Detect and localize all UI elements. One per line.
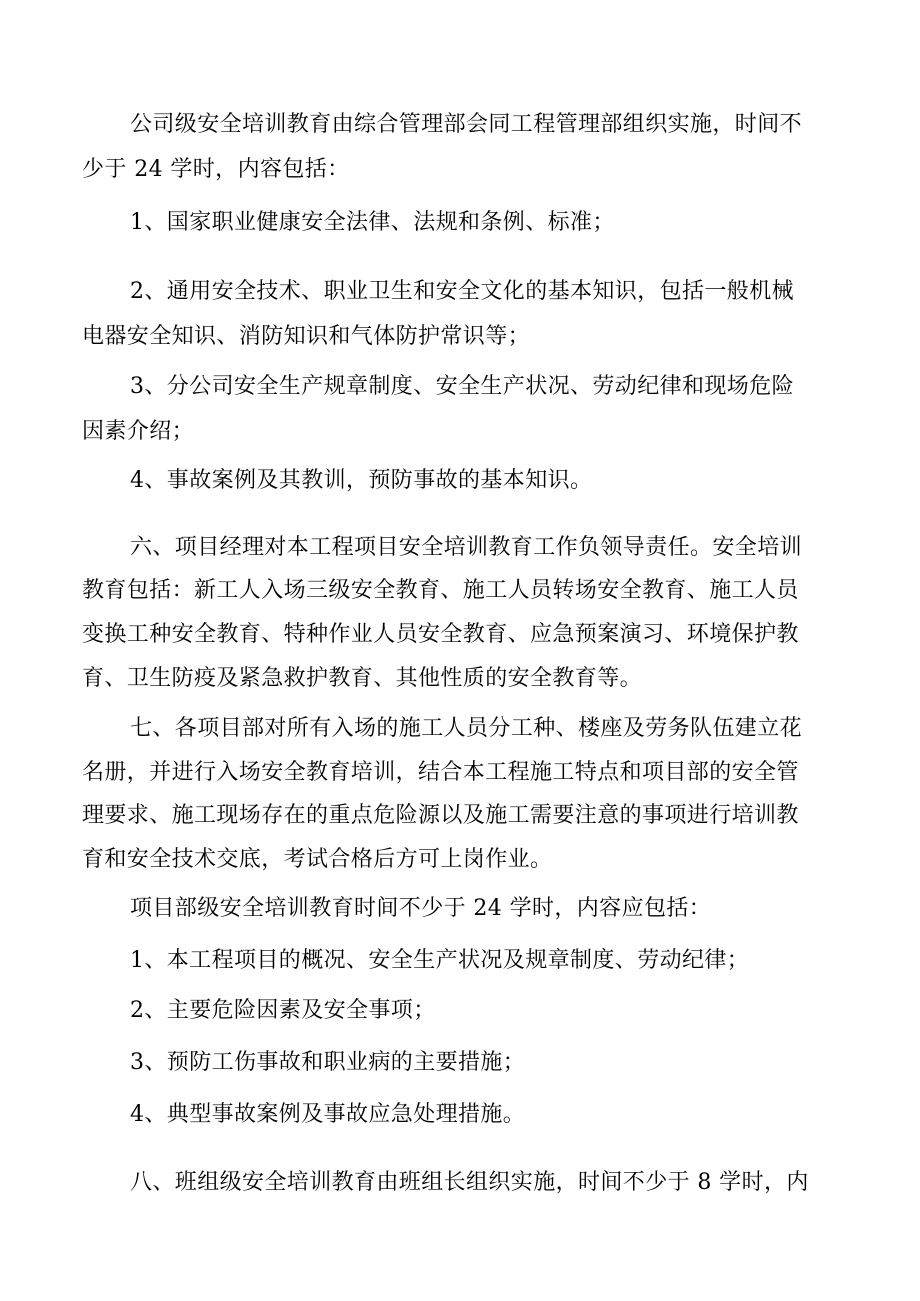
paragraph-7-line-4: 育和安全技术交底，考试合格后方可上岗作业。	[82, 847, 553, 872]
paragraph-7-line-1: 七、各项目部对所有入场的施工人员分工种、楼座及劳务队伍建立花	[130, 716, 803, 741]
paragraph-6-line-3: 变换工种安全教育、特种作业人员安全教育、应急预案演习、环境保护教	[82, 622, 799, 647]
paragraph-3-line-2: 电器安全知识、消防知识和气体防护常识等；	[82, 324, 531, 349]
paragraph-8-line-1: 项目部级安全培训教育时间不少于 24 学时，内容应包括：	[130, 896, 712, 921]
paragraph-3-line-1: 2、通用安全技术、职业卫生和安全文化的基本知识，包括一般机械	[130, 279, 794, 304]
paragraph-10-line-1: 2、主要危险因素及安全事项；	[130, 998, 436, 1023]
paragraph-6-line-2: 教育包括：新工人入场三级安全教育、施工人员转场安全教育、施工人员	[82, 578, 799, 603]
paragraph-11-line-1: 3、预防工伤事故和职业病的主要措施；	[130, 1050, 526, 1075]
paragraph-6-line-4: 育、卫生防疫及紧急救护教育、其他性质的安全教育等。	[82, 666, 643, 691]
paragraph-4-line-2: 因素介绍；	[82, 419, 195, 444]
paragraph-9-line-1: 1、本工程项目的概况、安全生产状况及规章制度、劳动纪律；	[130, 948, 750, 973]
paragraph-2-line-1: 1、国家职业健康安全法律、法规和条例、标准；	[130, 210, 615, 235]
paragraph-4-line-1: 3、分公司安全生产规章制度、安全生产状况、劳动纪律和现场危险	[130, 374, 794, 399]
paragraph-1-line-1: 公司级安全培训教育由综合管理部会同工程管理部组织实施，时间不	[130, 112, 803, 137]
paragraph-7-line-3: 理要求、施工现场存在的重点危险源以及施工需要注意的事项进行培训教	[82, 803, 799, 828]
paragraph-7-line-2: 名册，并进行入场安全教育培训，结合本工程施工特点和项目部的安全管	[82, 760, 799, 785]
paragraph-13-line-1: 八、班组级安全培训教育由班组长组织实施，时间不少于 8 学时，内	[130, 1170, 809, 1195]
paragraph-5-line-1: 4、事故案例及其教训，预防事故的基本知识。	[130, 468, 593, 493]
paragraph-6-line-1: 六、项目经理对本工程项目安全培训教育工作负领导责任。安全培训	[130, 535, 803, 560]
paragraph-1-line-2: 少于 24 学时，内容包括：	[82, 157, 350, 182]
paragraph-12-line-1: 4、典型事故案例及事故应急处理措施。	[130, 1102, 526, 1127]
